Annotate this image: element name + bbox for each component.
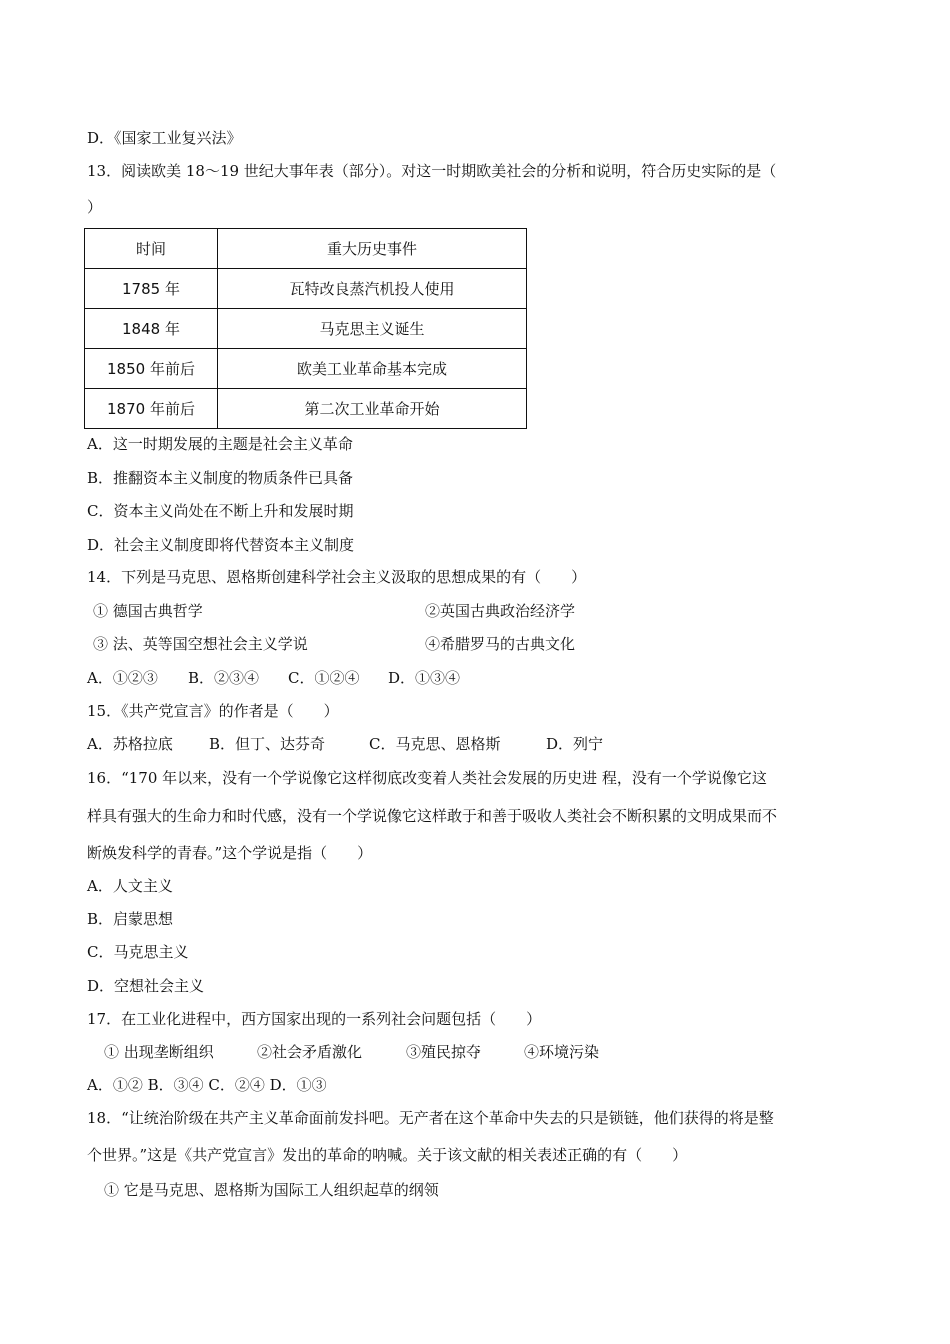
table-header-event: 重大历史事件 bbox=[218, 229, 527, 269]
table-row bbox=[85, 349, 527, 389]
table-header-row bbox=[85, 229, 527, 269]
table-cell-time: 1870 年前后 bbox=[85, 389, 218, 429]
table-cell-event: 第二次工业革命开始 bbox=[218, 389, 527, 429]
q12-option-d: D．《国家工业复兴法》 bbox=[87, 129, 242, 147]
q13-option-d: D．社会主义制度即将代替资本主义制度 bbox=[87, 536, 355, 554]
q16-option-b: B．启蒙思想 bbox=[87, 910, 174, 928]
table-cell-event: 欧美工业革命基本完成 bbox=[218, 349, 527, 389]
table-cell-time: 1848 年 bbox=[85, 309, 218, 349]
q14-item-4: ④希腊罗马的古典文化 bbox=[425, 635, 576, 653]
q14-stem: 14．下列是马克思、恩格斯创建科学社会主义汲取的思想成果的有（ ） bbox=[87, 568, 587, 586]
table-row bbox=[85, 309, 527, 349]
q18-stem-line1: 18．“让统治阶级在共产主义革命面前发抖吧。无产者在这个革命中失去的只是锁链，他们获得的将是整 bbox=[87, 1109, 774, 1127]
table-row bbox=[85, 389, 527, 429]
q15-option-c: C．马克思、恩格斯 bbox=[369, 735, 501, 753]
q18-item-1: ① 它是马克思、恩格斯为国际工人组织起草的纲领 bbox=[104, 1181, 439, 1199]
table-cell-time: 1785 年 bbox=[85, 269, 218, 309]
table-cell-time: 1850 年前后 bbox=[85, 349, 218, 389]
q15-options bbox=[87, 734, 603, 754]
q13-option-b: B．推翻资本主义制度的物质条件已具备 bbox=[87, 469, 354, 487]
q15-option-b: B．但丁、达芬奇 bbox=[209, 735, 326, 753]
q17-items bbox=[104, 1042, 599, 1062]
q13-option-c: C．资本主义尚处在不断上升和发展时期 bbox=[87, 502, 354, 520]
q15-option-d: D．列宁 bbox=[546, 735, 604, 753]
q13-stem-line1: 13．阅读欧美 18～19 世纪大事年表（部分）。对这一时期欧美社会的分析和说明，符合历史实际的是（ bbox=[87, 162, 777, 180]
q16-stem-line2: 样具有强大的生命力和时代感，没有一个学说像它这样敢于和善于吸收人类社会不断积累的文明成果而不 bbox=[87, 807, 778, 825]
table-header-time: 时间 bbox=[85, 229, 218, 269]
q14-item-3: ③ 法、英等国空想社会主义学说 bbox=[93, 635, 308, 653]
q13-option-a: A．这一时期发展的主题是社会主义革命 bbox=[87, 435, 353, 453]
q14-item-1: ① 德国古典哲学 bbox=[93, 602, 203, 620]
q17-item-4: ④环境污染 bbox=[524, 1043, 600, 1061]
q14-options bbox=[87, 668, 460, 688]
q14-option-d: D．①③④ bbox=[388, 669, 461, 687]
q16-option-d: D．空想社会主义 bbox=[87, 977, 205, 995]
q14-option-b: B．②③④ bbox=[188, 669, 260, 687]
q16-stem-line1: 16．“170 年以来，没有一个学说像它这样彻底改变着人类社会发展的历史进 程，没有一个学说像它这 bbox=[87, 769, 767, 787]
q16-option-a: A．人文主义 bbox=[87, 877, 173, 895]
q17-item-3: ③殖民掠夺 bbox=[406, 1043, 482, 1061]
q13-stem-line2: ） bbox=[87, 198, 103, 216]
q17-item-1: ① 出现垄断组织 bbox=[104, 1043, 214, 1061]
q15-option-a: A．苏格拉底 bbox=[87, 735, 173, 753]
q13-event-table bbox=[84, 228, 527, 429]
q14-item-2: ②英国古典政治经济学 bbox=[425, 602, 576, 620]
table-cell-event: 马克思主义诞生 bbox=[218, 309, 527, 349]
q17-item-2: ②社会矛盾激化 bbox=[257, 1043, 363, 1061]
q18-stem-line2: 个世界。”这是《共产党宣言》发出的革命的呐喊。关于该文献的相关表述正确的有（ ） bbox=[87, 1146, 688, 1164]
q17-stem: 17．在工业化进程中，西方国家出现的一系列社会问题包括（ ） bbox=[87, 1010, 542, 1028]
table-cell-event: 瓦特改良蒸汽机投人使用 bbox=[218, 269, 527, 309]
q14-option-c: C．①②④ bbox=[288, 669, 360, 687]
q16-stem-line3: 断焕发科学的青春。”这个学说是指（ ） bbox=[87, 844, 373, 862]
q16-option-c: C．马克思主义 bbox=[87, 943, 189, 961]
q17-options: A．①② B．③④ C．②④ D．①③ bbox=[87, 1076, 327, 1094]
q14-option-a: A．①②③ bbox=[87, 669, 158, 687]
table-row bbox=[85, 269, 527, 309]
q15-stem: 15．《共产党宣言》的作者是（ ） bbox=[87, 702, 339, 720]
